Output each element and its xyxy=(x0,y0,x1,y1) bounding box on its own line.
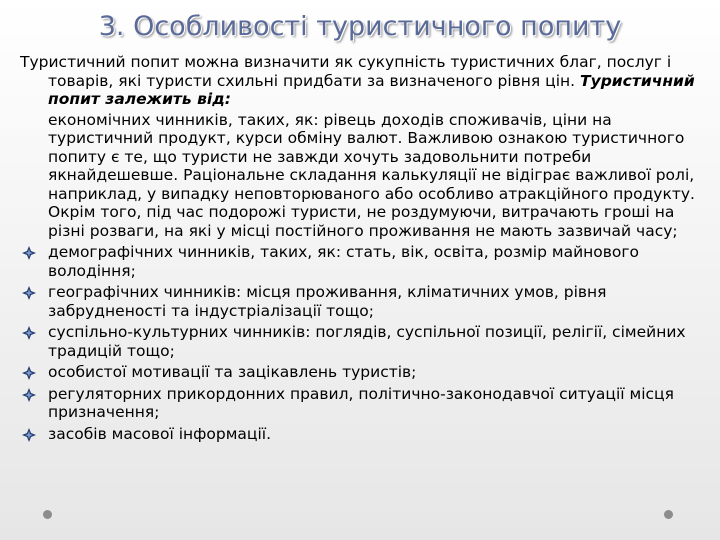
diamond-bullet-icon xyxy=(20,283,48,301)
intro-continuation: економічних чинників, таких, як: рівець доходів споживачів, ціни на туристичний продукт, курси обміну валют. Важливою ознакою туристичного попиту є те, що туристи не завжди хочуть задовольнити потреби якнайдешевше. Раціональне складання калькуляції не відіграє важливої ролі, наприклад, у випадку неповторюваного або особливо атракційного продукту. Окрім того, під час подорожі туристи, не роздумуючи, витрачають гроші на різні розваги, на які у місці постійного проживання не мають зазвичай часу; xyxy=(48,110,695,240)
list-item-text: особистої мотивації та зацікавлень туристів; xyxy=(48,363,417,381)
diamond-bullet-icon xyxy=(20,243,48,261)
corner-dot-right xyxy=(664,510,673,519)
list-item-text: суспільно-культурних чинників: поглядів, суспільної позиції, релігії, сімейних традицій тощо; xyxy=(48,323,686,360)
intro-paragraph xyxy=(20,53,700,109)
diamond-bullet-icon xyxy=(20,363,48,381)
bullet-list xyxy=(20,243,700,443)
diamond-bullet-icon xyxy=(20,385,48,403)
diamond-bullet-icon xyxy=(20,323,48,341)
list-item-text: регуляторних прикордонних правил, політично-законодавчої ситуації місця призначення; xyxy=(48,384,674,421)
list-item xyxy=(20,243,700,280)
corner-dot-left xyxy=(43,510,52,519)
slide-body xyxy=(20,53,700,443)
list-item-text: демографічних чинників, таких, як: стать, вік, освіта, розмір майнового володіння; xyxy=(48,243,639,280)
list-item xyxy=(20,323,700,360)
list-item xyxy=(20,363,700,382)
list-item xyxy=(20,283,700,320)
slide-title: 3. Особливості туристичного попиту xyxy=(98,11,622,42)
list-item-text: засобів масової інформації. xyxy=(48,424,272,443)
list-item xyxy=(20,425,700,444)
list-item-text: географічних чинників: місця проживання, кліматичних умов, рівня забрудненості та індустріалізації тощо; xyxy=(48,283,607,320)
intro-bold-text: Туристичний попит залежить від: xyxy=(48,71,695,108)
list-item xyxy=(20,385,700,422)
intro-text: Туристичний попит можна визначити як сукупність туристичних благ, послуг і товарів, які туристи схильні придбати за визначеного рівня цін. xyxy=(20,53,672,90)
diamond-bullet-icon xyxy=(20,425,48,443)
